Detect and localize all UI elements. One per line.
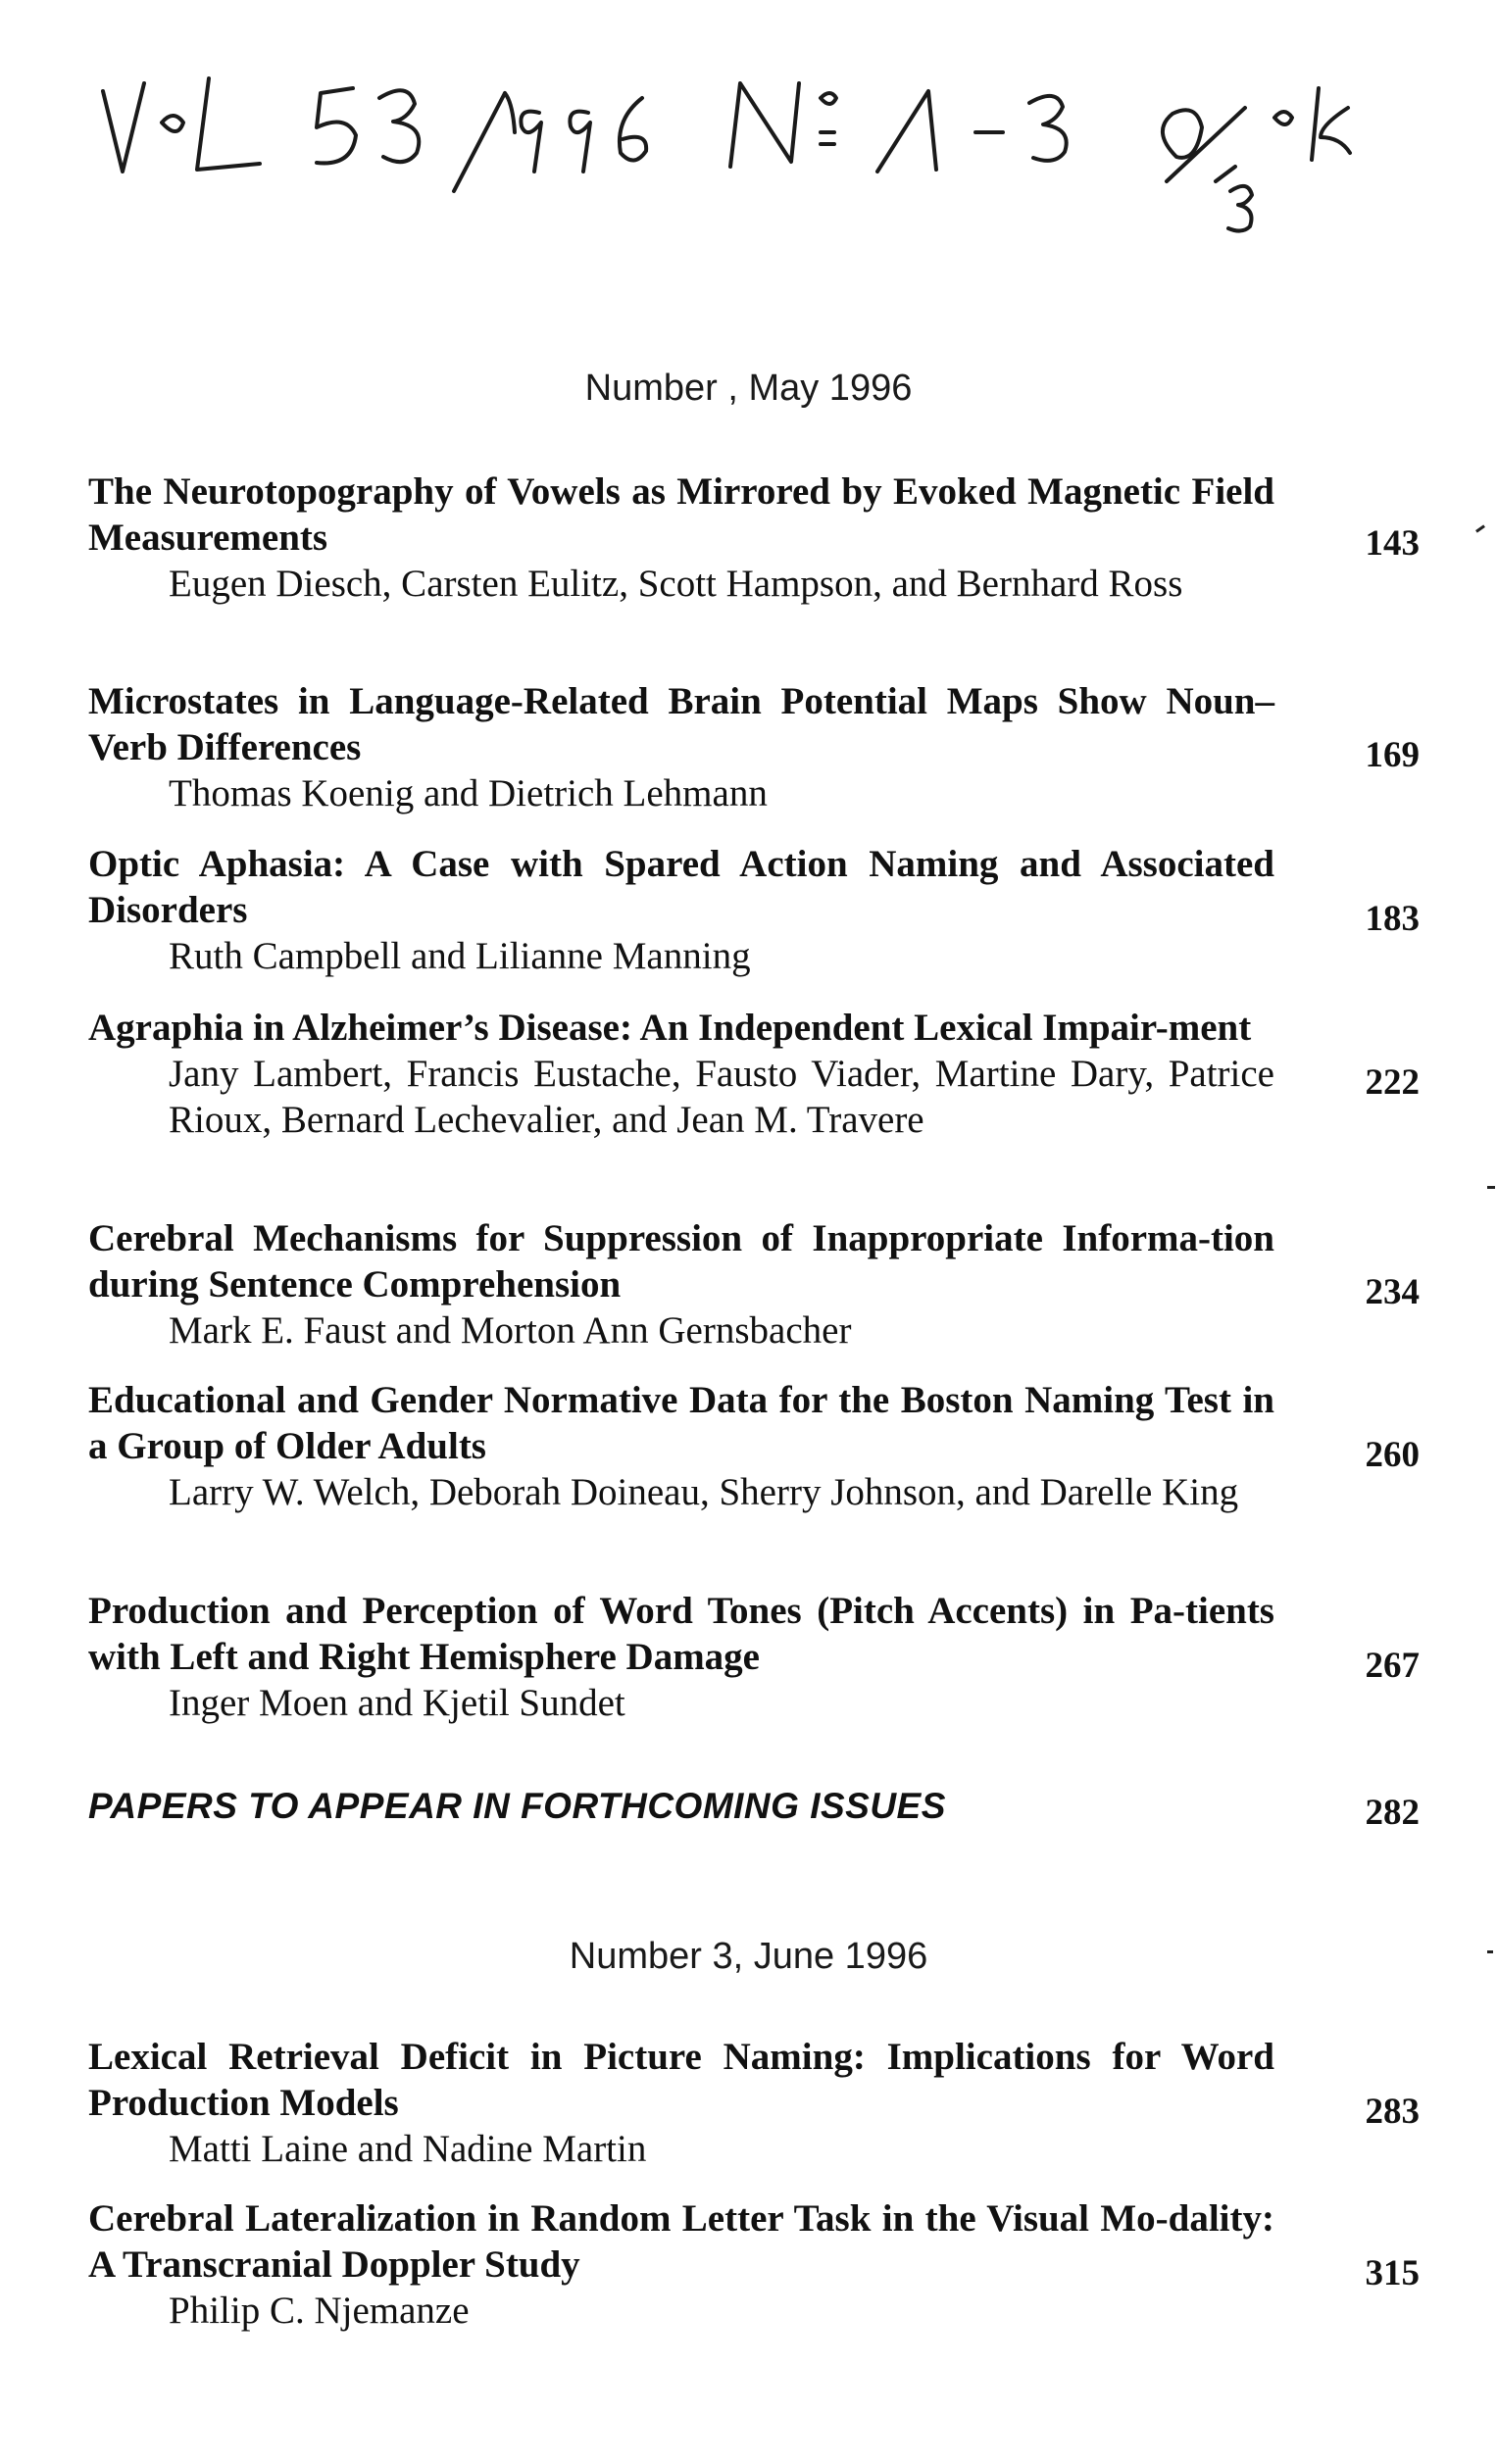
page-number: 283 — [1365, 2092, 1420, 2132]
handwritten-volume-note — [93, 54, 1387, 250]
article-authors: Philip C. Njemanze — [169, 2290, 470, 2332]
toc-entry — [88, 2034, 1422, 2172]
page-number: 222 — [1365, 1062, 1420, 1103]
article-authors: Larry W. Welch, Deborah Doineau, Sherry Johnson, and Darelle King — [169, 1471, 1239, 1513]
forthcoming-papers-label: PAPERS TO APPEAR IN FORTHCOMING ISSUES — [88, 1786, 946, 1826]
page-number: 260 — [1365, 1435, 1420, 1475]
article-authors: Jany Lambert, Francis Eustache, Fausto Viader, Martine Dary, Patrice Rioux, Bernard Lechevalier, and Jean M. Travere — [169, 1053, 1274, 1141]
toc-entry — [88, 678, 1422, 816]
article-title: Optic Aphasia: A Case with Spared Action Naming and Associated Disorders — [88, 843, 1274, 931]
article-authors: Matti Laine and Nadine Martin — [169, 2128, 647, 2170]
page-number: 183 — [1365, 899, 1420, 939]
article-authors: Ruth Campbell and Lilianne Manning — [169, 935, 751, 977]
toc-entry — [88, 841, 1422, 979]
article-title: Microstates in Language-Related Brain Potential Maps Show Noun–Verb Differences — [88, 680, 1274, 768]
article-title: Agraphia in Alzheimer’s Disease: An Independent Lexical Impair-ment — [88, 1007, 1252, 1049]
article-authors: Mark E. Faust and Morton Ann Gernsbacher — [169, 1309, 852, 1352]
scan-mark — [1475, 524, 1485, 532]
page-number: 169 — [1365, 735, 1420, 775]
toc-entry — [88, 1588, 1422, 1726]
article-title: Lexical Retrieval Deficit in Picture Naming: Implications for Word Production Models — [88, 2036, 1274, 2124]
page-number: 315 — [1365, 2253, 1420, 2293]
article-title: Educational and Gender Normative Data for the Boston Naming Test in a Group of Older Adults — [88, 1379, 1274, 1467]
article-title: The Neurotopography of Vowels as Mirrored by Evoked Magnetic Field Measurements — [88, 470, 1274, 559]
scan-mark — [1487, 1950, 1493, 1953]
page-number: 234 — [1365, 1272, 1420, 1312]
toc-entry — [88, 1005, 1422, 1143]
page-number: 282 — [1365, 1793, 1420, 1833]
page-number: 267 — [1365, 1646, 1420, 1686]
toc-entry — [88, 468, 1422, 607]
article-title: Cerebral Mechanisms for Suppression of Inappropriate Informa-tion during Sentence Comprehension — [88, 1217, 1274, 1306]
article-title: Production and Perception of Word Tones (Pitch Accents) in Pa-tients with Left and Right Hemisphere Damage — [88, 1590, 1274, 1678]
article-authors: Thomas Koenig and Dietrich Lehmann — [169, 772, 768, 814]
article-authors: Eugen Diesch, Carsten Eulitz, Scott Hampson, and Bernhard Ross — [169, 563, 1183, 605]
toc-entry — [88, 1377, 1422, 1515]
issue-heading: Number 3, June 1996 — [569, 1936, 928, 1977]
issue-heading: Number , May 1996 — [584, 368, 913, 409]
page-number: 143 — [1365, 523, 1420, 564]
article-authors: Inger Moen and Kjetil Sundet — [169, 1682, 625, 1724]
scan-mark — [1487, 1186, 1495, 1189]
forthcoming-papers-entry — [88, 1786, 1422, 1833]
article-title: Cerebral Lateralization in Random Letter Task in the Visual Mo-dality: A Transcranial Doppler Study — [88, 2197, 1274, 2286]
toc-entry — [88, 2195, 1422, 2334]
toc-entry — [88, 1215, 1422, 1354]
